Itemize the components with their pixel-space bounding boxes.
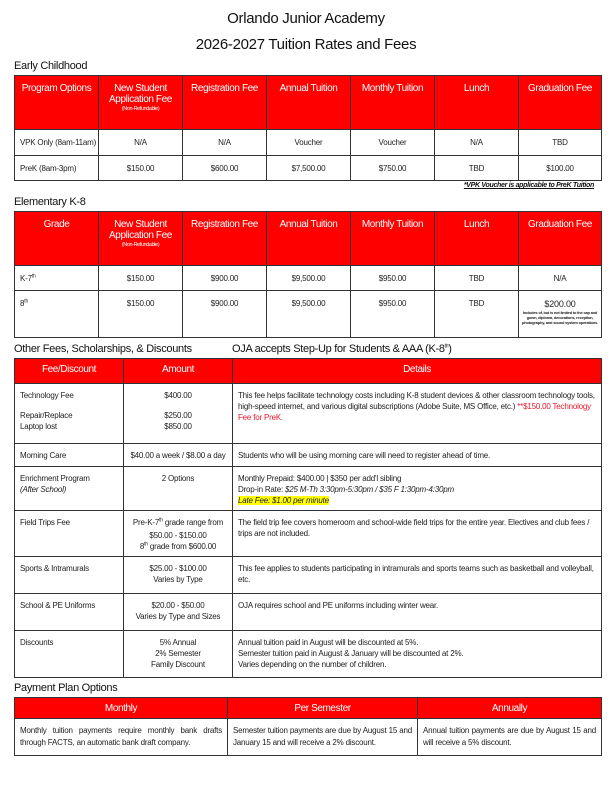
col-header <box>99 76 183 130</box>
table-row <box>15 719 602 756</box>
cell: $600.00 <box>183 156 267 181</box>
discount-detail: Semester tuition paid in August & January will be discounted at 2%. <box>238 649 464 658</box>
col-header: Annual Tuition <box>267 212 351 266</box>
elementary-table <box>14 211 602 338</box>
col-header: Monthly Tuition <box>351 212 435 266</box>
graduation-fee-cell <box>519 291 602 338</box>
grade-text: K-7 <box>20 273 32 283</box>
table-row <box>15 156 602 181</box>
amount-cell <box>124 594 233 631</box>
monthly-plan-details: Monthly tuition payments require monthly bank drafts through FACTS, an automatic bank draft company. <box>15 719 228 756</box>
table-header-row <box>15 76 602 130</box>
grade-cell <box>15 291 99 338</box>
amount-cell <box>124 631 233 678</box>
text: grade from $600.00 <box>147 542 217 551</box>
col-header: Registration Fee <box>183 76 267 130</box>
cell: $150.00 <box>99 291 183 338</box>
fee-name: Sports & Intramurals <box>15 557 124 594</box>
fee-name: Technology Fee <box>20 391 74 400</box>
elementary-label: Elementary K-8 <box>14 196 86 208</box>
table-row <box>15 384 602 444</box>
sup: th <box>144 541 148 548</box>
cell: TBD <box>435 156 519 181</box>
monthly-prepaid-text: Monthly Prepaid: $400.00 | $350 per add'l sibling <box>238 474 402 483</box>
fee-amount: $40.00 a week / $8.00 a day <box>124 444 233 467</box>
table-row <box>15 511 602 557</box>
table-row <box>15 130 602 156</box>
cell: $900.00 <box>183 266 267 291</box>
col-header: Monthly <box>15 698 228 719</box>
col-header: Monthly Tuition <box>351 76 435 130</box>
other-fees-table <box>14 358 602 678</box>
cell: TBD <box>435 266 519 291</box>
table-row <box>15 266 602 291</box>
fee-name-cell <box>15 384 124 444</box>
payment-plan-table <box>14 697 602 756</box>
non-refundable-note: (Non-Refundable) <box>121 106 160 112</box>
stepup-text: OJA accepts Step-Up for Students & AAA (K-8 <box>232 343 445 355</box>
col-header: Annually <box>418 698 602 719</box>
stepup-note <box>232 343 452 355</box>
fee-amount: 2 Options <box>124 467 233 511</box>
cell: $950.00 <box>351 291 435 338</box>
col-header <box>99 212 183 266</box>
table-row <box>15 444 602 467</box>
cell: $7,500.00 <box>267 156 351 181</box>
details-cell <box>233 631 602 678</box>
fee-name: School & PE Uniforms <box>15 594 124 631</box>
grade-sup: th <box>31 272 36 279</box>
amount-cell <box>124 384 233 444</box>
col-header: Graduation Fee <box>519 76 602 130</box>
col-header: Lunch <box>435 212 519 266</box>
cell: Voucher <box>351 130 435 156</box>
cell: N/A <box>519 266 602 291</box>
document-title: 2026-2027 Tuition Rates and Fees <box>195 36 417 53</box>
cell: $150.00 <box>99 156 183 181</box>
late-fee-highlight: Late Fee: $1.00 per minute <box>238 496 329 505</box>
col-header: Fee/Discount <box>15 359 124 384</box>
grade-sup: th <box>24 298 29 305</box>
cell: $150.00 <box>99 266 183 291</box>
amount-cell <box>124 511 233 557</box>
col-header: Details <box>233 359 602 384</box>
cell: N/A <box>183 130 267 156</box>
details-text: Students who will be using morning care will need to register ahead of time. <box>233 444 602 467</box>
annual-plan-details: Annual tuition payments are due by August 15 and will receive a 5% discount. <box>418 719 602 756</box>
details-cell <box>233 467 602 511</box>
table-row <box>15 631 602 678</box>
fee-sub-name: Laptop lost <box>20 422 57 431</box>
stepup-close: ) <box>448 343 452 355</box>
cell: $9,500.00 <box>267 291 351 338</box>
table-header-row <box>15 698 602 719</box>
fee-name: Enrichment Program <box>20 474 90 483</box>
grade-cell <box>15 266 99 291</box>
discount-amount: Family Discount <box>151 660 205 669</box>
sup: th <box>159 517 163 524</box>
col-header-text: New Student Application Fee <box>109 83 172 105</box>
prek-tech-fee-note: **$150.00 Technology Fee for PreK. <box>238 402 591 422</box>
fee-amount: $20.00 - $50.00 <box>151 601 205 610</box>
col-header: Registration Fee <box>183 212 267 266</box>
cell: $100.00 <box>519 156 602 181</box>
discount-detail: Annual tuition paid in August will be discounted at 5%. <box>238 638 419 647</box>
fee-name: Discounts <box>15 631 124 678</box>
cell: $950.00 <box>351 266 435 291</box>
text: 8 <box>139 542 145 551</box>
fee-amount: $25.00 - $100.00 <box>149 564 207 573</box>
details-text: This fee helps facilitate technology costs including K-8 student devices & other classroom technology tools, high-speed internet, and various digital subscriptions (Adobe Suite, MS Office, etc.) <box>238 391 595 411</box>
drop-in-rates: $25 M-Th 3:30pm-5:30pm / $35 F 1:30pm-4:30pm <box>285 485 454 494</box>
table-header-row <box>15 359 602 384</box>
field-trip-range-label <box>124 517 232 528</box>
col-header: Graduation Fee <box>519 212 602 266</box>
cell: VPK Only (8am-11am) <box>15 130 99 156</box>
drop-in-rate <box>238 484 601 495</box>
discount-amount: 2% Semester <box>155 649 201 658</box>
fee-sub-amount: $250.00 <box>164 411 192 420</box>
col-header: Program Options <box>15 76 99 130</box>
table-row <box>15 557 602 594</box>
details-text: This fee applies to students participating in intramurals and sports teams such as basketball and volleyball, etc. <box>233 557 602 594</box>
col-header: Amount <box>124 359 233 384</box>
eighth-grade-field-trip <box>124 541 232 552</box>
other-fees-label: Other Fees, Scholarships, & Discounts <box>14 343 192 355</box>
cell: PreK (8am-3pm) <box>15 156 99 181</box>
text: grade range from <box>162 518 224 527</box>
field-trip-range: $50.00 - $150.00 <box>149 531 207 540</box>
graduation-fee-value: $200.00 <box>544 299 576 309</box>
semester-plan-details: Semester tuition payments are due by August 15 and January 15 and will receive a 2% discount. <box>228 719 418 756</box>
fee-amount-note: Varies by Type <box>153 575 203 584</box>
col-header: Per Semester <box>228 698 418 719</box>
early-childhood-label: Early Childhood <box>14 60 88 72</box>
col-header: Grade <box>15 212 99 266</box>
fee-amount-note: Varies by Type and Sizes <box>135 612 221 621</box>
details-text: OJA requires school and PE uniforms including winter wear. <box>233 594 602 631</box>
amount-cell <box>124 557 233 594</box>
drop-in-label: Drop-in Rate: <box>238 485 285 494</box>
fee-name: Field Trips Fee <box>15 511 124 557</box>
payment-plan-label: Payment Plan Options <box>14 682 118 694</box>
cell: $9,500.00 <box>267 266 351 291</box>
grade-text: 8 <box>20 299 25 308</box>
fee-name: Morning Care <box>15 444 124 467</box>
vpk-footnote: *VPK Voucher is applicable to PreK Tuition <box>463 182 594 189</box>
text: Pre-K-7 <box>132 518 160 527</box>
cell: N/A <box>435 130 519 156</box>
cell: TBD <box>435 291 519 338</box>
early-childhood-table <box>14 75 602 181</box>
fee-amount: $400.00 <box>164 391 192 400</box>
table-row <box>15 467 602 511</box>
cell: Voucher <box>267 130 351 156</box>
stepup-sup: th <box>444 343 449 350</box>
discount-detail: Varies depending on the number of children. <box>238 660 387 669</box>
graduation-fee-note: Includes of, but is not limited to the cap and gown, diploma, decorations, reception, photography, and sound system operations. <box>522 310 598 325</box>
school-name: Orlando Junior Academy <box>227 10 385 27</box>
table-header-row <box>15 212 602 266</box>
col-header: Annual Tuition <box>267 76 351 130</box>
table-row <box>15 291 602 338</box>
fee-sub-name: Repair/Replace <box>20 411 73 420</box>
non-refundable-note: (Non-Refundable) <box>121 242 160 248</box>
col-header: Lunch <box>435 76 519 130</box>
cell: $900.00 <box>183 291 267 338</box>
cell: N/A <box>99 130 183 156</box>
fee-name-sub: (After School) <box>20 485 67 494</box>
col-header-text: New Student Application Fee <box>109 219 172 241</box>
fee-sub-amount: $850.00 <box>164 422 192 431</box>
cell: $750.00 <box>351 156 435 181</box>
fee-name-cell <box>15 467 124 511</box>
details-text: The field trip fee covers homeroom and school-wide field trips for the entire year. Electives and club fees / trips are not included. <box>233 511 602 557</box>
details-cell <box>233 384 602 444</box>
discount-amount: 5% Annual <box>159 638 197 647</box>
cell: TBD <box>519 130 602 156</box>
table-row <box>15 594 602 631</box>
